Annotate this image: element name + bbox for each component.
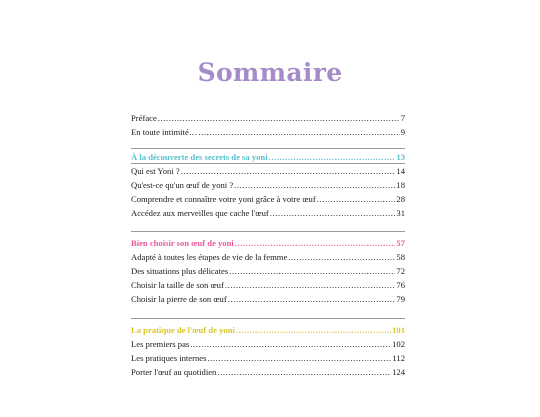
toc-entry[interactable] xyxy=(131,180,405,190)
toc-entry-page: 112 xyxy=(392,353,405,363)
toc-entry-page: 124 xyxy=(392,367,405,377)
toc-front-matter xyxy=(131,113,405,137)
toc-entry[interactable] xyxy=(131,367,405,377)
toc-entry-page: 58 xyxy=(396,252,405,262)
toc-entry[interactable] xyxy=(131,127,405,137)
toc-entry-label: Porter l'œuf au quotidien xyxy=(131,367,217,377)
toc-section-3 xyxy=(131,325,405,377)
dot-leader xyxy=(198,127,399,137)
toc-section-heading-label: Bien choisir son œuf de yoni xyxy=(131,238,234,248)
toc-entry[interactable] xyxy=(131,252,405,262)
toc-entry-page: 102 xyxy=(392,339,405,349)
dot-leader xyxy=(236,325,391,335)
toc-entry[interactable] xyxy=(131,113,405,123)
toc-entry-label: Qui est Yoni ? xyxy=(131,166,180,176)
toc-section-heading[interactable] xyxy=(131,325,405,335)
toc-entry-label: En toute intimité… xyxy=(131,127,198,137)
toc-entry-page: 14 xyxy=(396,166,405,176)
toc-entry-page: 9 xyxy=(400,127,405,137)
toc-entry-page: 72 xyxy=(396,266,405,276)
dot-leader xyxy=(317,194,396,204)
toc-entry-label: Adapté à toutes les étapes de vie de la femme xyxy=(131,252,288,262)
toc-entry[interactable] xyxy=(131,280,405,290)
toc-entry-page: 28 xyxy=(396,194,405,204)
dot-leader xyxy=(234,180,395,190)
toc-entry-label: Accédez aux merveilles que cache l'œuf xyxy=(131,208,269,218)
toc-section-heading-label: À la découverte des secrets de sa yoni xyxy=(131,152,268,162)
dot-leader xyxy=(270,208,396,218)
dot-leader xyxy=(288,252,395,262)
section-divider xyxy=(131,148,405,149)
toc-entry-page: 76 xyxy=(396,280,405,290)
toc-entry-label: Qu'est-ce qu'un œuf de yoni ? xyxy=(131,180,234,190)
dot-leader xyxy=(181,166,396,176)
toc-entry-label: Choisir la pierre de son œuf xyxy=(131,294,227,304)
dot-leader xyxy=(229,266,395,276)
toc-entry[interactable] xyxy=(131,294,405,304)
dot-leader xyxy=(225,280,396,290)
dot-leader xyxy=(217,367,391,377)
toc-section-2 xyxy=(131,238,405,304)
toc-entry-label: Comprendre et connaître votre yoni grâce à votre œuf xyxy=(131,194,316,204)
toc-section-heading[interactable] xyxy=(131,152,405,162)
toc-entry-page: 18 xyxy=(396,180,405,190)
toc-section-heading-page: 13 xyxy=(396,152,405,162)
toc-entry-label: Les premiers pas xyxy=(131,339,190,349)
toc-section-heading-page: 57 xyxy=(396,238,405,248)
dot-leader xyxy=(158,113,400,123)
toc-entry-page: 79 xyxy=(396,294,405,304)
page-title: Sommaire xyxy=(197,58,343,87)
toc-section-heading[interactable] xyxy=(131,238,405,248)
toc-entry[interactable] xyxy=(131,166,405,176)
toc-section-1 xyxy=(131,152,405,218)
dot-leader xyxy=(228,294,396,304)
section-divider xyxy=(131,318,405,319)
dot-leader xyxy=(190,339,391,349)
toc-entry[interactable] xyxy=(131,353,405,363)
toc-entry-label: Des situations plus délicates xyxy=(131,266,229,276)
toc-entry[interactable] xyxy=(131,339,405,349)
toc-entry-label: Choisir la taille de son œuf xyxy=(131,280,224,290)
dot-leader xyxy=(269,152,396,162)
toc-entry[interactable] xyxy=(131,208,405,218)
toc-entry-label: Les pratiques internes xyxy=(131,353,207,363)
toc-entry-page: 31 xyxy=(396,208,405,218)
toc-entry[interactable] xyxy=(131,266,405,276)
dot-leader xyxy=(235,238,396,248)
section-divider xyxy=(131,231,405,232)
heading-underline xyxy=(131,163,405,164)
toc-entry-label: Préface xyxy=(131,113,157,123)
dot-leader xyxy=(207,353,391,363)
toc-section-heading-label: La pratique de l'œuf de yoni xyxy=(131,325,235,335)
toc-section-heading-page: 101 xyxy=(392,325,405,335)
toc-entry[interactable] xyxy=(131,194,405,204)
toc-entry-page: 7 xyxy=(400,113,405,123)
